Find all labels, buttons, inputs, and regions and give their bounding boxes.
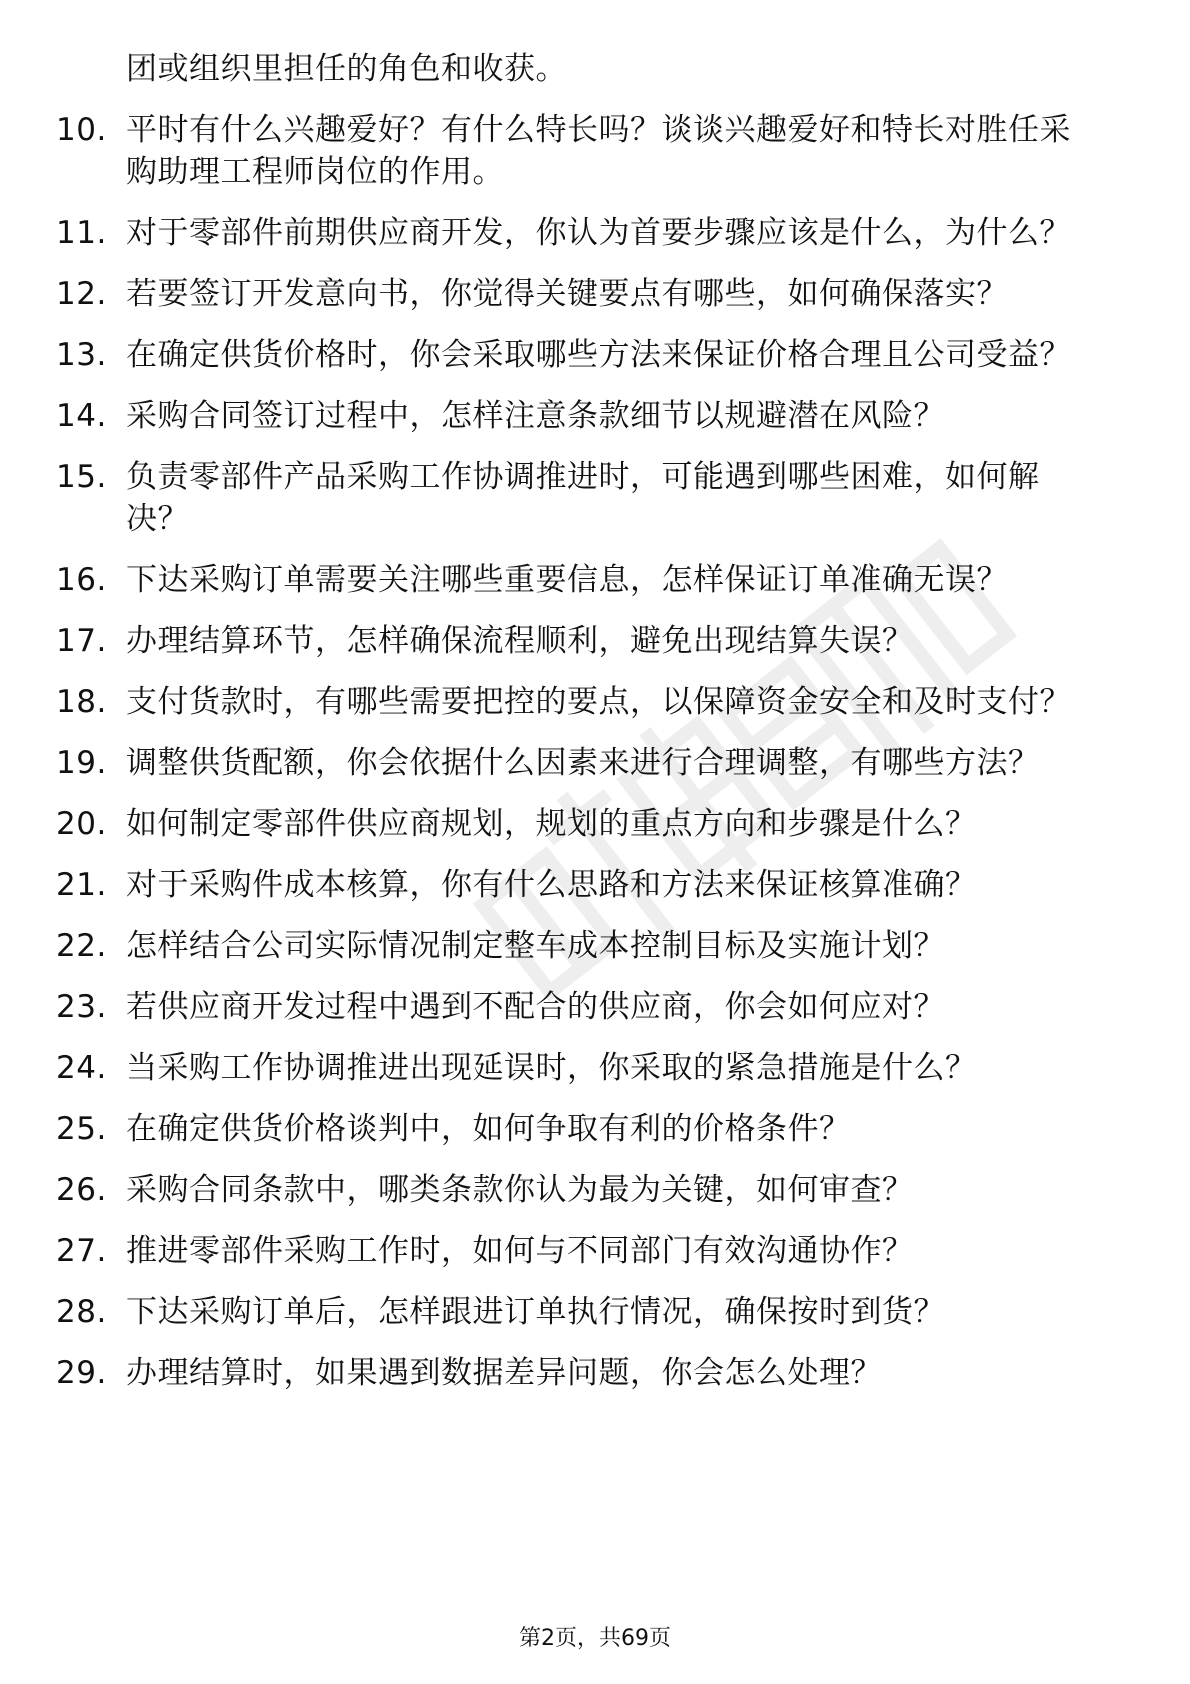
question-number: 28. [56, 1294, 107, 1330]
question-item-18 [0, 681, 1190, 723]
question-text: 当采购工作协调推进出现延误时，你采取的紧急措施是什么？ [126, 1050, 977, 1086]
question-number: 18. [56, 684, 107, 720]
question-text: 采购合同条款中，哪类条款你认为最为关键，如何审查？ [126, 1172, 914, 1208]
question-item-12 [0, 273, 1190, 315]
question-number: 15. [56, 459, 107, 495]
question-item-29 [0, 1352, 1190, 1394]
question-item-15 [0, 456, 1190, 540]
question-text: 对于采购件成本核算，你有什么思路和方法来保证核算准确？ [126, 867, 977, 903]
question-number: 12. [56, 276, 107, 312]
question-item-10 [0, 109, 1190, 193]
question-continuation [0, 48, 1190, 90]
question-item-16 [0, 559, 1190, 601]
question-text: 下达采购订单后，怎样跟进订单执行情况，确保按时到货？ [126, 1294, 945, 1330]
question-item-14 [0, 395, 1190, 437]
question-number: 20. [56, 806, 107, 842]
question-number: 23. [56, 989, 107, 1025]
question-item-21 [0, 864, 1190, 906]
question-number: 21. [56, 867, 107, 903]
question-number: 16. [56, 562, 107, 598]
question-text: 在确定供货价格谈判中，如何争取有利的价格条件？ [126, 1111, 851, 1147]
question-text: 对于零部件前期供应商开发，你认为首要步骤应该是什么，为什么？ [126, 215, 1071, 251]
question-number: 17. [56, 623, 107, 659]
question-item-19 [0, 742, 1190, 784]
question-text: 下达采购订单需要关注哪些重要信息，怎样保证订单准确无误？ [126, 562, 1008, 598]
question-number: 24. [56, 1050, 107, 1086]
question-text: 推进零部件采购工作时，如何与不同部门有效沟通协作？ [126, 1233, 914, 1269]
question-text: 支付货款时，有哪些需要把控的要点，以保障资金安全和及时支付？ [126, 684, 1071, 720]
question-number: 22. [56, 928, 107, 964]
question-text: 平时有什么兴趣爱好？有什么特长吗？谈谈兴趣爱好和特长对胜任采购助理工程师岗位的作用。 [126, 112, 1071, 190]
question-text: 若供应商开发过程中遇到不配合的供应商，你会如何应对？ [126, 989, 945, 1025]
question-text: 负责零部件产品采购工作协调推进时，可能遇到哪些困难，如何解决？ [126, 459, 1040, 537]
question-text: 办理结算时，如果遇到数据差异问题，你会怎么处理？ [126, 1355, 882, 1391]
question-text: 怎样结合公司实际情况制定整车成本控制目标及实施计划？ [126, 928, 945, 964]
question-text: 在确定供货价格时，你会采取哪些方法来保证价格合理且公司受益？ [126, 337, 1071, 373]
question-item-17 [0, 620, 1190, 662]
question-number: 25. [56, 1111, 107, 1147]
question-number: 27. [56, 1233, 107, 1269]
question-text: 办理结算环节，怎样确保流程顺利，避免出现结算失误？ [126, 623, 914, 659]
question-text: 采购合同签订过程中，怎样注意条款细节以规避潜在风险？ [126, 398, 945, 434]
question-text: 若要签订开发意向书，你觉得关键要点有哪些，如何确保落实？ [126, 276, 1008, 312]
question-item-13 [0, 334, 1190, 376]
question-item-26 [0, 1169, 1190, 1211]
question-number: 19. [56, 745, 107, 781]
question-item-23 [0, 986, 1190, 1028]
question-number: 13. [56, 337, 107, 373]
question-item-28 [0, 1291, 1190, 1333]
question-number: 14. [56, 398, 107, 434]
question-text: 调整供货配额，你会依据什么因素来进行合理调整，有哪些方法？ [126, 745, 1040, 781]
question-list [0, 48, 1190, 1413]
question-item-22 [0, 925, 1190, 967]
question-item-27 [0, 1230, 1190, 1272]
question-item-25 [0, 1108, 1190, 1150]
question-item-24 [0, 1047, 1190, 1089]
question-number: 26. [56, 1172, 107, 1208]
question-text: 如何制定零部件供应商规划，规划的重点方向和步骤是什么？ [126, 806, 977, 842]
question-item-11 [0, 212, 1190, 254]
page-number-label: 第2页，共69页 [519, 1626, 671, 1651]
question-item-20 [0, 803, 1190, 845]
question-number: 10. [56, 112, 107, 148]
page-footer [0, 1624, 1190, 1654]
question-text: 团或组织里担任的角色和收获。 [126, 51, 567, 87]
question-number: 11. [56, 215, 107, 251]
question-number: 29. [56, 1355, 107, 1391]
